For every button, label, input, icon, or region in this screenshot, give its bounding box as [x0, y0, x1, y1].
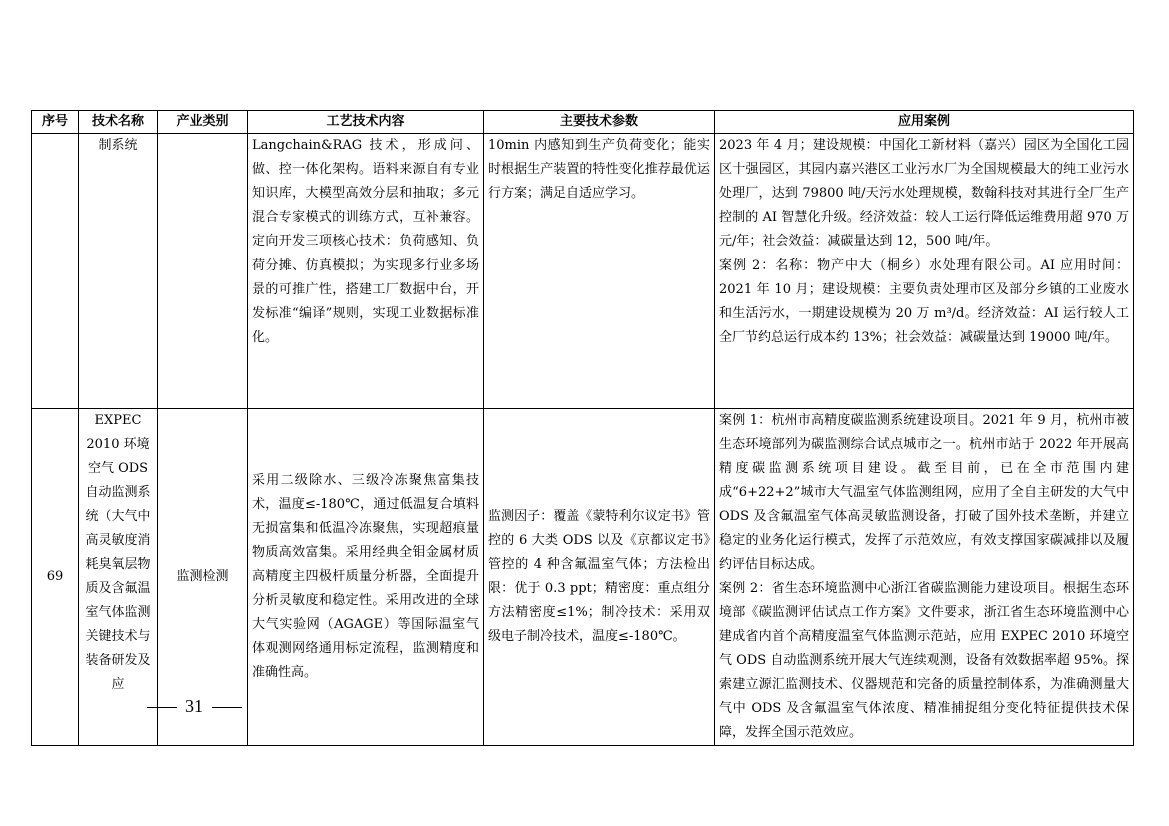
header-tech-name: 技术名称: [79, 111, 158, 134]
header-process: 工艺技术内容: [248, 111, 484, 134]
params-cell: 10min 内感知到生产负荷变化；能实时根据生产装置的特性变化推荐最优运行方案；满足自适应学习。: [484, 134, 715, 409]
case-paragraph: 2023 年 4 月；建设规模：中国化工新材料（嘉兴）园区为全国化工园区十强园区，其园内嘉兴港区工业污水厂为全国规模最大的纯工业污水处理厂，达到 79800 吨/天污水处理规模，数翰科技对其进行全厂生产控制的 AI 智慧化升级。经济效益：较人工运行降低运维费用超 970 万元/年；社会效益：减碳量达到 12，500 吨/年。: [719, 138, 1129, 249]
page-number-dash-left: [147, 707, 177, 708]
cases-cell: [715, 134, 1134, 409]
tech-name-cell: 制系统: [79, 134, 158, 409]
case-paragraph: 案例 2：省生态环境监测中心浙江省碳监测能力建设项目。根据生态环境部《碳监测评估试点工作方案》文件要求，浙江省生态环境监测中心建成省内首个高精度温室气体监测示范站，应用 EXPEC 2010 环境空气 ODS 自动监测系统开展大气连续观测，设备有效数据率超 95%。探索建立源汇监测技术、仪器规范和完备的质量控制体系，为准确测量大气中 ODS 及含氟温室气体浓度、精准捕捉组分变化特征提供技术保障，发挥全国示范效应。: [719, 581, 1129, 740]
industry-cell: 监测检测: [158, 409, 248, 746]
process-cell: 采用二级除水、三级冷冻聚焦富集技术，温度≤-180℃，通过低温复合填料无损富集和低温冷冻聚焦，实现超痕量物质高效富集。采用经典全钼金属材质高精度主四极杆质量分析器，全面提升分析灵敏度和稳定性。采用改进的全球大气实验网（AGAGE）等国际温室气体观测网络通用标定流程，监测精度和准确性高。: [248, 409, 484, 746]
table-row: [32, 134, 1134, 409]
case-paragraph: 案例 1：杭州市高精度碳监测系统建设项目。2021 年 9 月，杭州市被生态环境部列为碳监测综合试点城市之一。杭州市站于 2022 年开展高精度碳监测系统项目建设。截至目前，已在全市范围内建成“6+22+2”城市大气温室气体监测组网，应用了全自主研发的大气中 ODS 及含氟温室气体高灵敏监测设备，打破了国外技术垄断，并建立稳定的业务化运行模式，发挥了示范效应，有效支撑国家碳减排以及履约评估目标达成。: [719, 413, 1129, 572]
table-row: [32, 409, 1134, 746]
cases-cell: [715, 409, 1134, 746]
tech-name-cell: EXPEC 2010 环境空气 ODS 自动监测系统（大气中高灵敏度消耗臭氧层物质及含氟温室气体监测关键技术与装备研发及应: [79, 409, 158, 746]
page-number: 31: [185, 696, 203, 716]
params-cell: 监测因子：覆盖《蒙特利尔议定书》管控的 6 大类 ODS 以及《京都议定书》管控的 4 种含氟温室气体；方法检出限：优于 0.3 ppt；精密度：重点组分方法精密度≤1%；制冷技术：采用双级电子制冷技术，温度≤-180℃。: [484, 409, 715, 746]
header-seq: 序号: [32, 111, 79, 134]
seq-cell: 69: [32, 409, 79, 746]
table-header-row: [32, 111, 1134, 134]
page-number-dash-right: [212, 707, 242, 708]
technology-table: [31, 110, 1134, 746]
process-cell: Langchain&RAG 技术，形成问、做、控一体化架构。语料来源自有专业知识库，大模型高效分层和抽取；多元混合专家模式的训练方式，互补兼容。定向开发三项核心技术：负荷感知、负荷分摊、仿真模拟；为实现多行业多场景的可推广性，搭建工厂数据中台，开发标准“编译”规则，实现工业数据标准化。: [248, 134, 484, 409]
header-industry: 产业类别: [158, 111, 248, 134]
case-paragraph: 案例 2：名称：物产中大（桐乡）水处理有限公司。AI 应用时间：2021 年 10 月；建设规模：主要负责处理市区及部分乡镇的工业废水和生活污水，一期建设规模为 20 万 m³/d。经济效益：AI 运行较人工全厂节约总运行成本约 13%；社会效益：减碳量达到 19000 吨/年。: [719, 258, 1129, 345]
seq-cell: [32, 134, 79, 409]
industry-cell: [158, 134, 248, 409]
header-params: 主要技术参数: [484, 111, 715, 134]
header-cases: 应用案例: [715, 111, 1134, 134]
